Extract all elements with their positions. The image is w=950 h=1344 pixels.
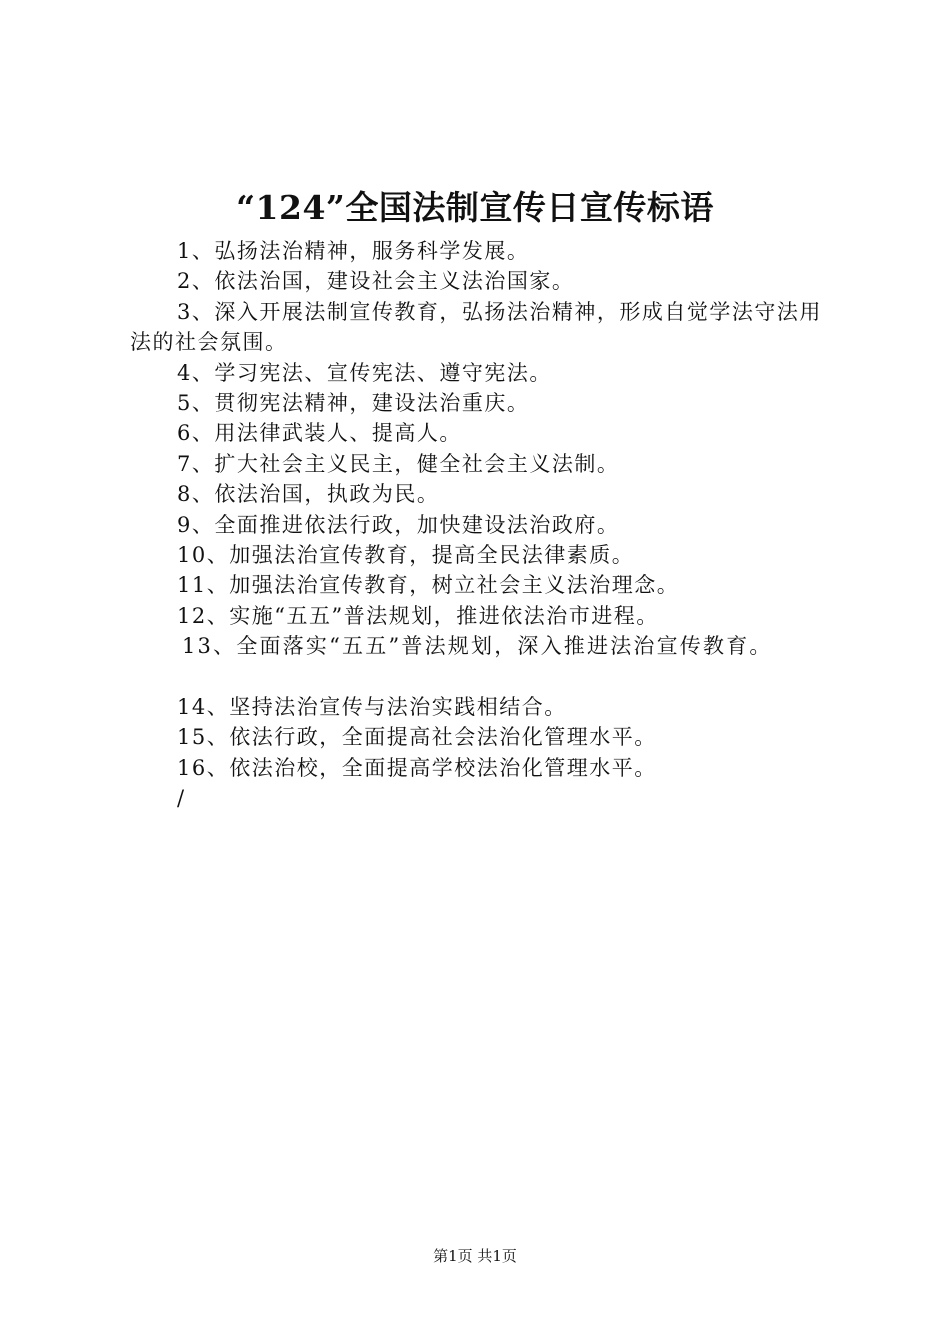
slogan-item: 2、依法治国，建设社会主义法治国家。 bbox=[177, 269, 575, 294]
slogan-item: 13、全面落实“五五”普法规划，深入推进法治宣传教育。 bbox=[182, 634, 773, 659]
slogan-item: 16、依法治校，全面提高学校法治化管理水平。 bbox=[177, 755, 657, 780]
slogan-item: 1、弘扬法治精神，服务科学发展。 bbox=[177, 239, 530, 263]
slogan-item: 6、用法律武装人、提高人。 bbox=[177, 421, 462, 446]
slogan-list bbox=[130, 236, 850, 814]
blank-line bbox=[130, 662, 850, 692]
slogan-item: 3、深入开展法制宣传教育，弘扬法治精神，形成自觉学法守法用法的社会氛围。 bbox=[130, 299, 822, 355]
slogan-item: 4、学习宪法、宣传宪法、遵守宪法。 bbox=[177, 360, 552, 385]
trailing-mark: / bbox=[177, 786, 186, 811]
slogan-item: 8、依法治国，执政为民。 bbox=[177, 482, 440, 507]
page-footer: 第1页 共1页 bbox=[433, 1247, 517, 1265]
page-title: “124”全国法制宣传日宣传标语 bbox=[236, 188, 714, 227]
slogan-item: 5、贯彻宪法精神，建设法治重庆。 bbox=[177, 391, 530, 416]
slogan-item: 14、坚持法治宣传与法治实践相结合。 bbox=[177, 695, 567, 720]
slogan-item: 11、加强法治宣传教育，树立社会主义法治理念。 bbox=[177, 573, 680, 598]
slogan-item: 9、全面推进依法行政，加快建设法治政府。 bbox=[177, 512, 620, 537]
slogan-item: 10、加强法治宣传教育，提高全民法律素质。 bbox=[177, 543, 635, 568]
slogan-item: 15、依法行政，全面提高社会法治化管理水平。 bbox=[177, 725, 657, 750]
slogan-item: 12、实施“五五”普法规划，推进依法治市进程。 bbox=[177, 603, 659, 628]
slogan-item: 7、扩大社会主义民主，健全社会主义法制。 bbox=[177, 451, 620, 476]
